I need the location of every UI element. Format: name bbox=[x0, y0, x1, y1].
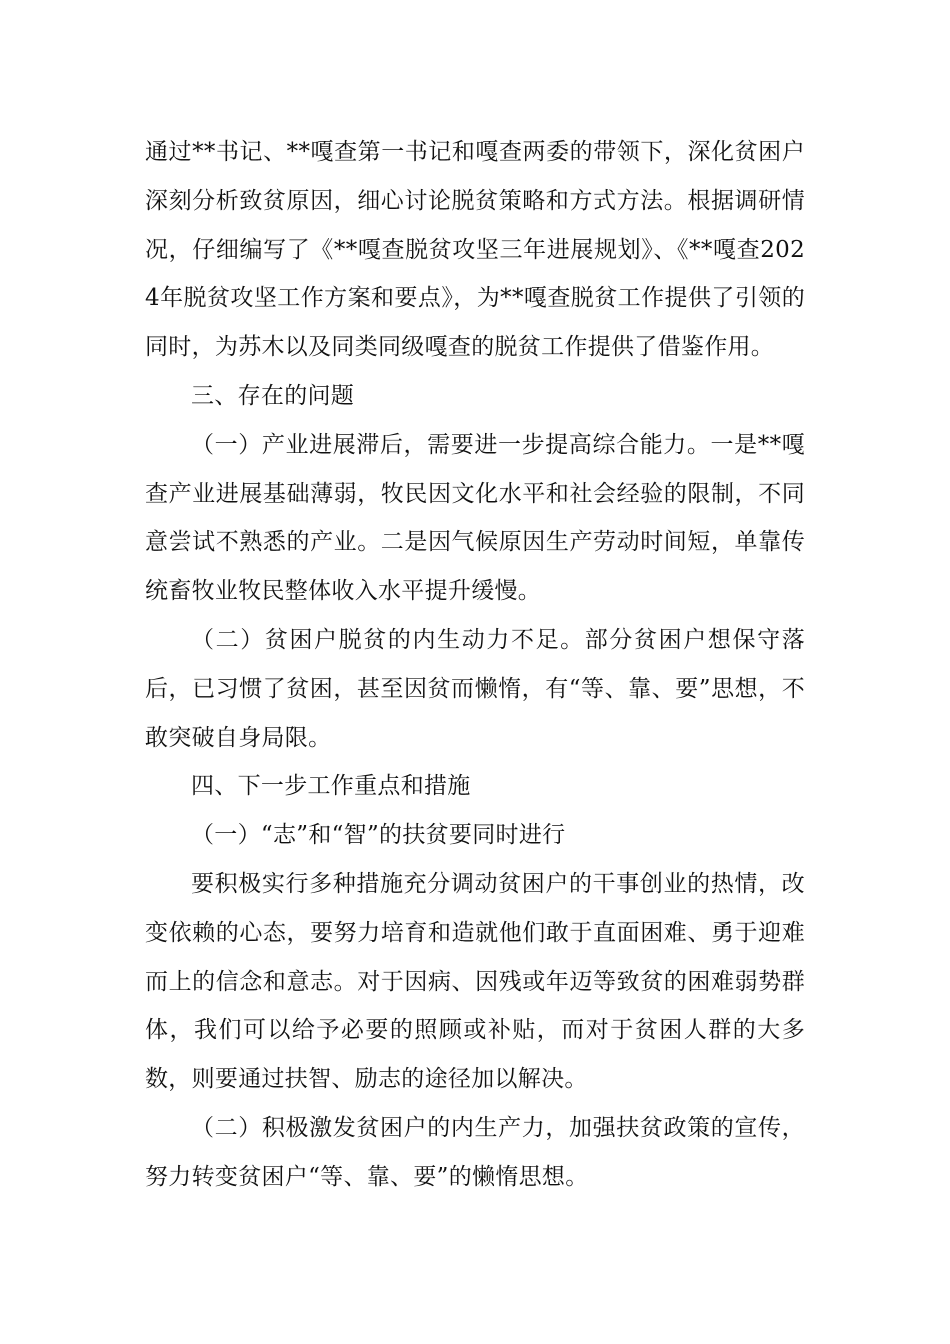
subheading-will-and-wisdom: （一）“志”和“智”的扶贫要同时进行 bbox=[191, 822, 566, 849]
document-body bbox=[145, 128, 805, 1202]
paragraph-measure-1: 要积极实行多种措施充分调动贫困户的干事创业的热情，改变依赖的心态，要努力培育和造就他们敢于直面困难、勇于迎难而上的信念和意志。对于因病、因残或年迈等致贫的困难弱势群体，我们可以给予必要的照顾或补贴，而对于贫困人群的大多数，则要通过扶智、励志的途径加以解决。 bbox=[145, 870, 805, 1093]
section-heading-next-steps: 四、下一步工作重点和措施 bbox=[191, 773, 471, 800]
paragraph-measure-2: （二）积极激发贫困户的内生产力，加强扶贫政策的宣传，努力转变贫困户“等、靠、要”的懒惰思想。 bbox=[145, 1114, 805, 1190]
section-heading-problems: 三、存在的问题 bbox=[191, 382, 355, 409]
paragraph-problem-1: （一）产业进展滞后，需要进一步提高综合能力。一是**嘎查产业进展基础薄弱，牧民因文化水平和社会经验的限制，不同意尝试不熟悉的产业。二是因气候原因生产劳动时间短，单靠传统畜牧业牧民整体收入水平提升缓慢。 bbox=[145, 431, 805, 605]
paragraph-problem-2: （二）贫困户脱贫的内生动力不足。部分贫困户想保守落后，已习惯了贫困，甚至因贫而懒惰，有“等、靠、要”思想，不敢突破自身局限。 bbox=[145, 626, 805, 751]
paragraph-continued: 通过**书记、**嘎查第一书记和嘎查两委的带领下，深化贫困户深刻分析致贫原因，细心讨论脱贫策略和方式方法。根据调研情况，仔细编写了《**嘎查脱贫攻坚三年进展规划》、《**嘎查2024年脱贫攻坚工作方案和要点》，为**嘎查脱贫工作提供了引领的同时，为苏木以及同类同级嘎查的脱贫工作提供了借鉴作用。 bbox=[145, 139, 805, 361]
